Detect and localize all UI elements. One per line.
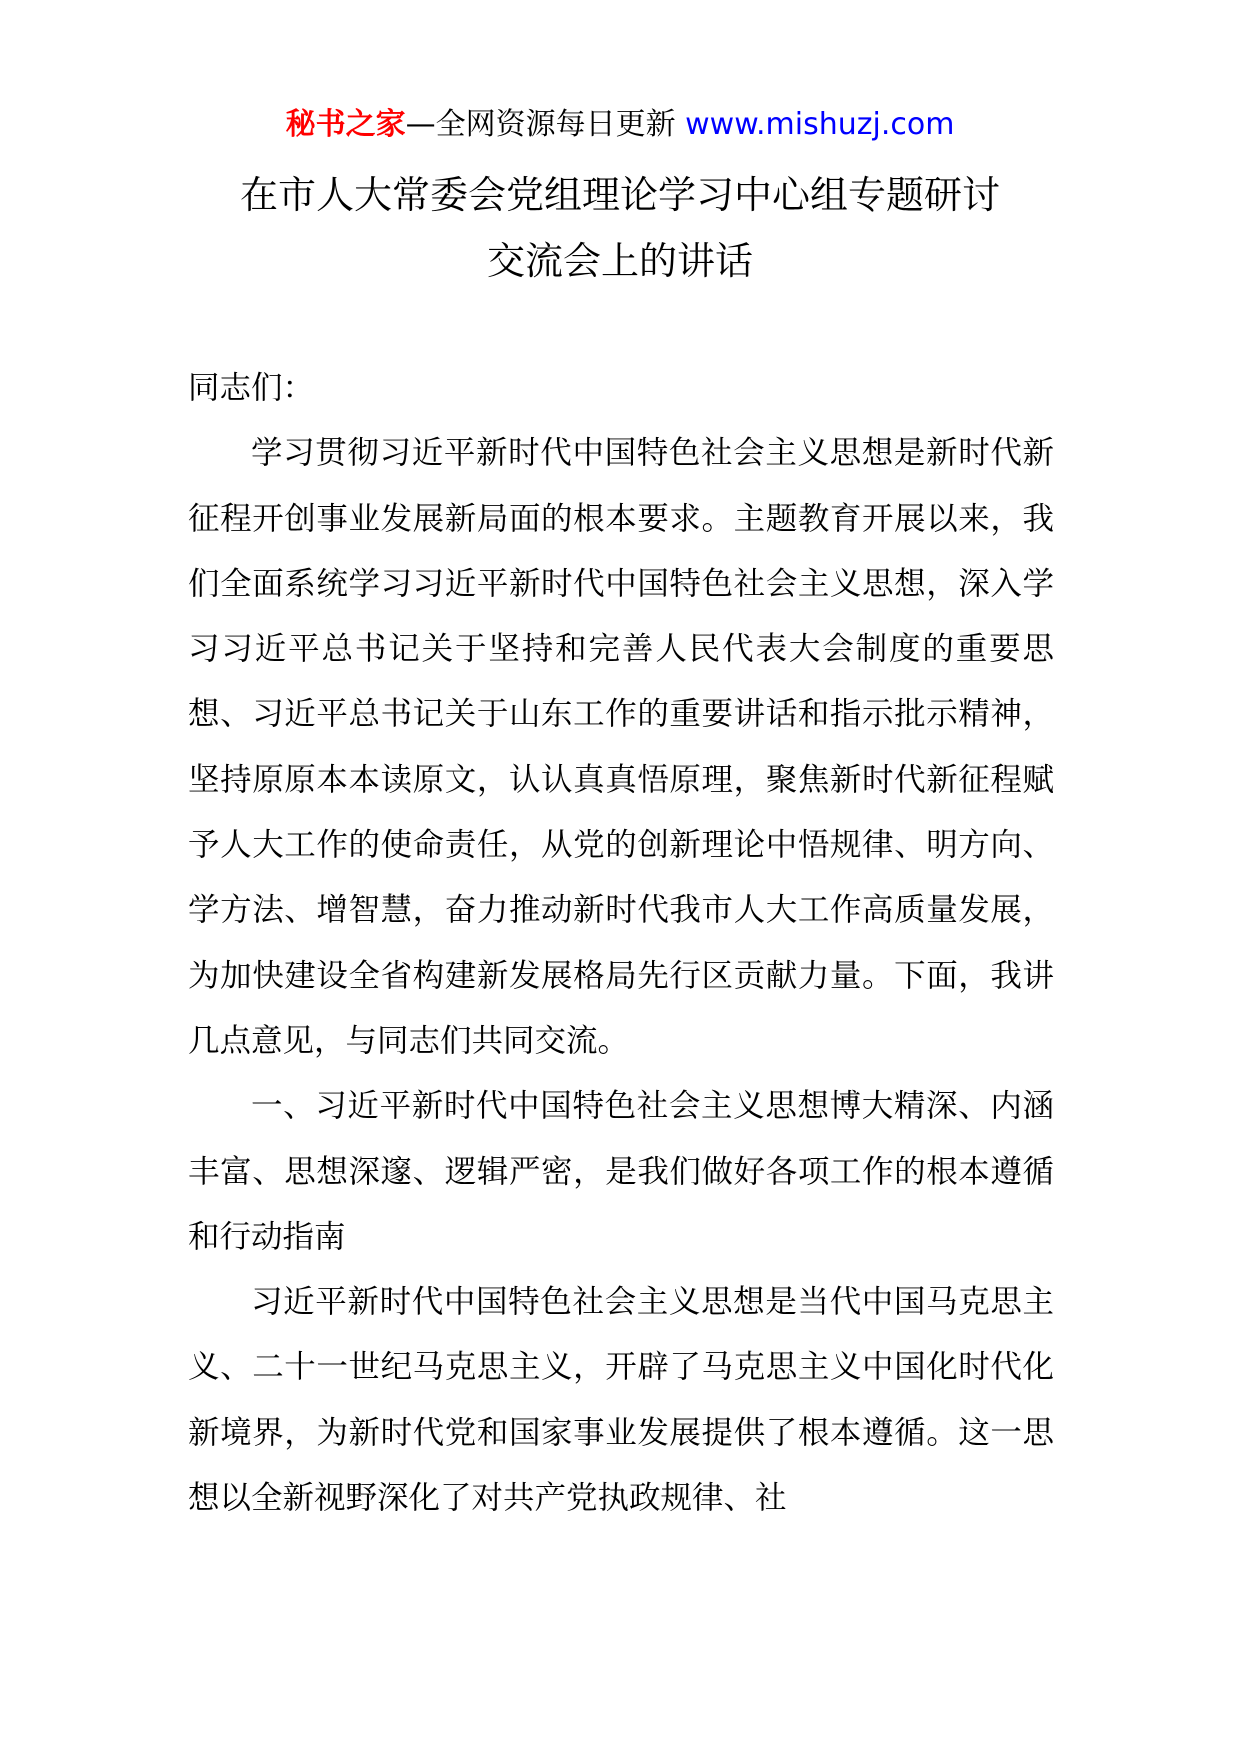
header-slogan: —全网资源每日更新 xyxy=(405,107,676,142)
title-line-2: 交流会上的讲话 xyxy=(486,239,753,283)
intro-paragraph: 学习贯彻习近平新时代中国特色社会主义思想是新时代新征程开创事业发展新局面的根本要求。主题教育开展以来，我们全面系统学习习近平新时代中国特色社会主义思想，深入学习习近平总书记关于坚持和完善人民代表大会制度的重要思想、习近平总书记关于山东工作的重要讲话和指示批示精神，坚持原原本本读原文，认认真真悟原理，聚焦新时代新征程赋予人大工作的使命责任，从党的创新理论中悟规律、明方向、学方法、增智慧，奋力推动新时代我市人大工作高质量发展，为加快建设全省构建新发展格局先行区贡献力量。下面，我讲几点意见，与同志们共同交流。 xyxy=(188,435,1054,1059)
salutation: 同志们： xyxy=(188,370,315,406)
document-body xyxy=(188,356,1054,1531)
site-url-link[interactable]: www.mishuzj.com xyxy=(685,107,955,142)
watermark-header xyxy=(0,100,1240,150)
section-1-paragraph: 习近平新时代中国特色社会主义思想是当代中国马克思主义、二十一世纪马克思主义，开辟了马克思主义中国化时代化新境界，为新时代党和国家事业发展提供了根本遵循。这一思想以全新视野深化了对共产党执政规律、社 xyxy=(188,1284,1054,1517)
section-heading-1: 一、习近平新时代中国特色社会主义思想博大精深、内涵丰富、思想深邃、逻辑严密，是我们做好各项工作的根本遵循和行动指南 xyxy=(188,1088,1054,1255)
document-title xyxy=(180,162,1060,294)
title-line-1: 在市人大常委会党组理论学习中心组专题研讨 xyxy=(239,173,1000,217)
brand-name: 秘书之家 xyxy=(285,107,406,142)
